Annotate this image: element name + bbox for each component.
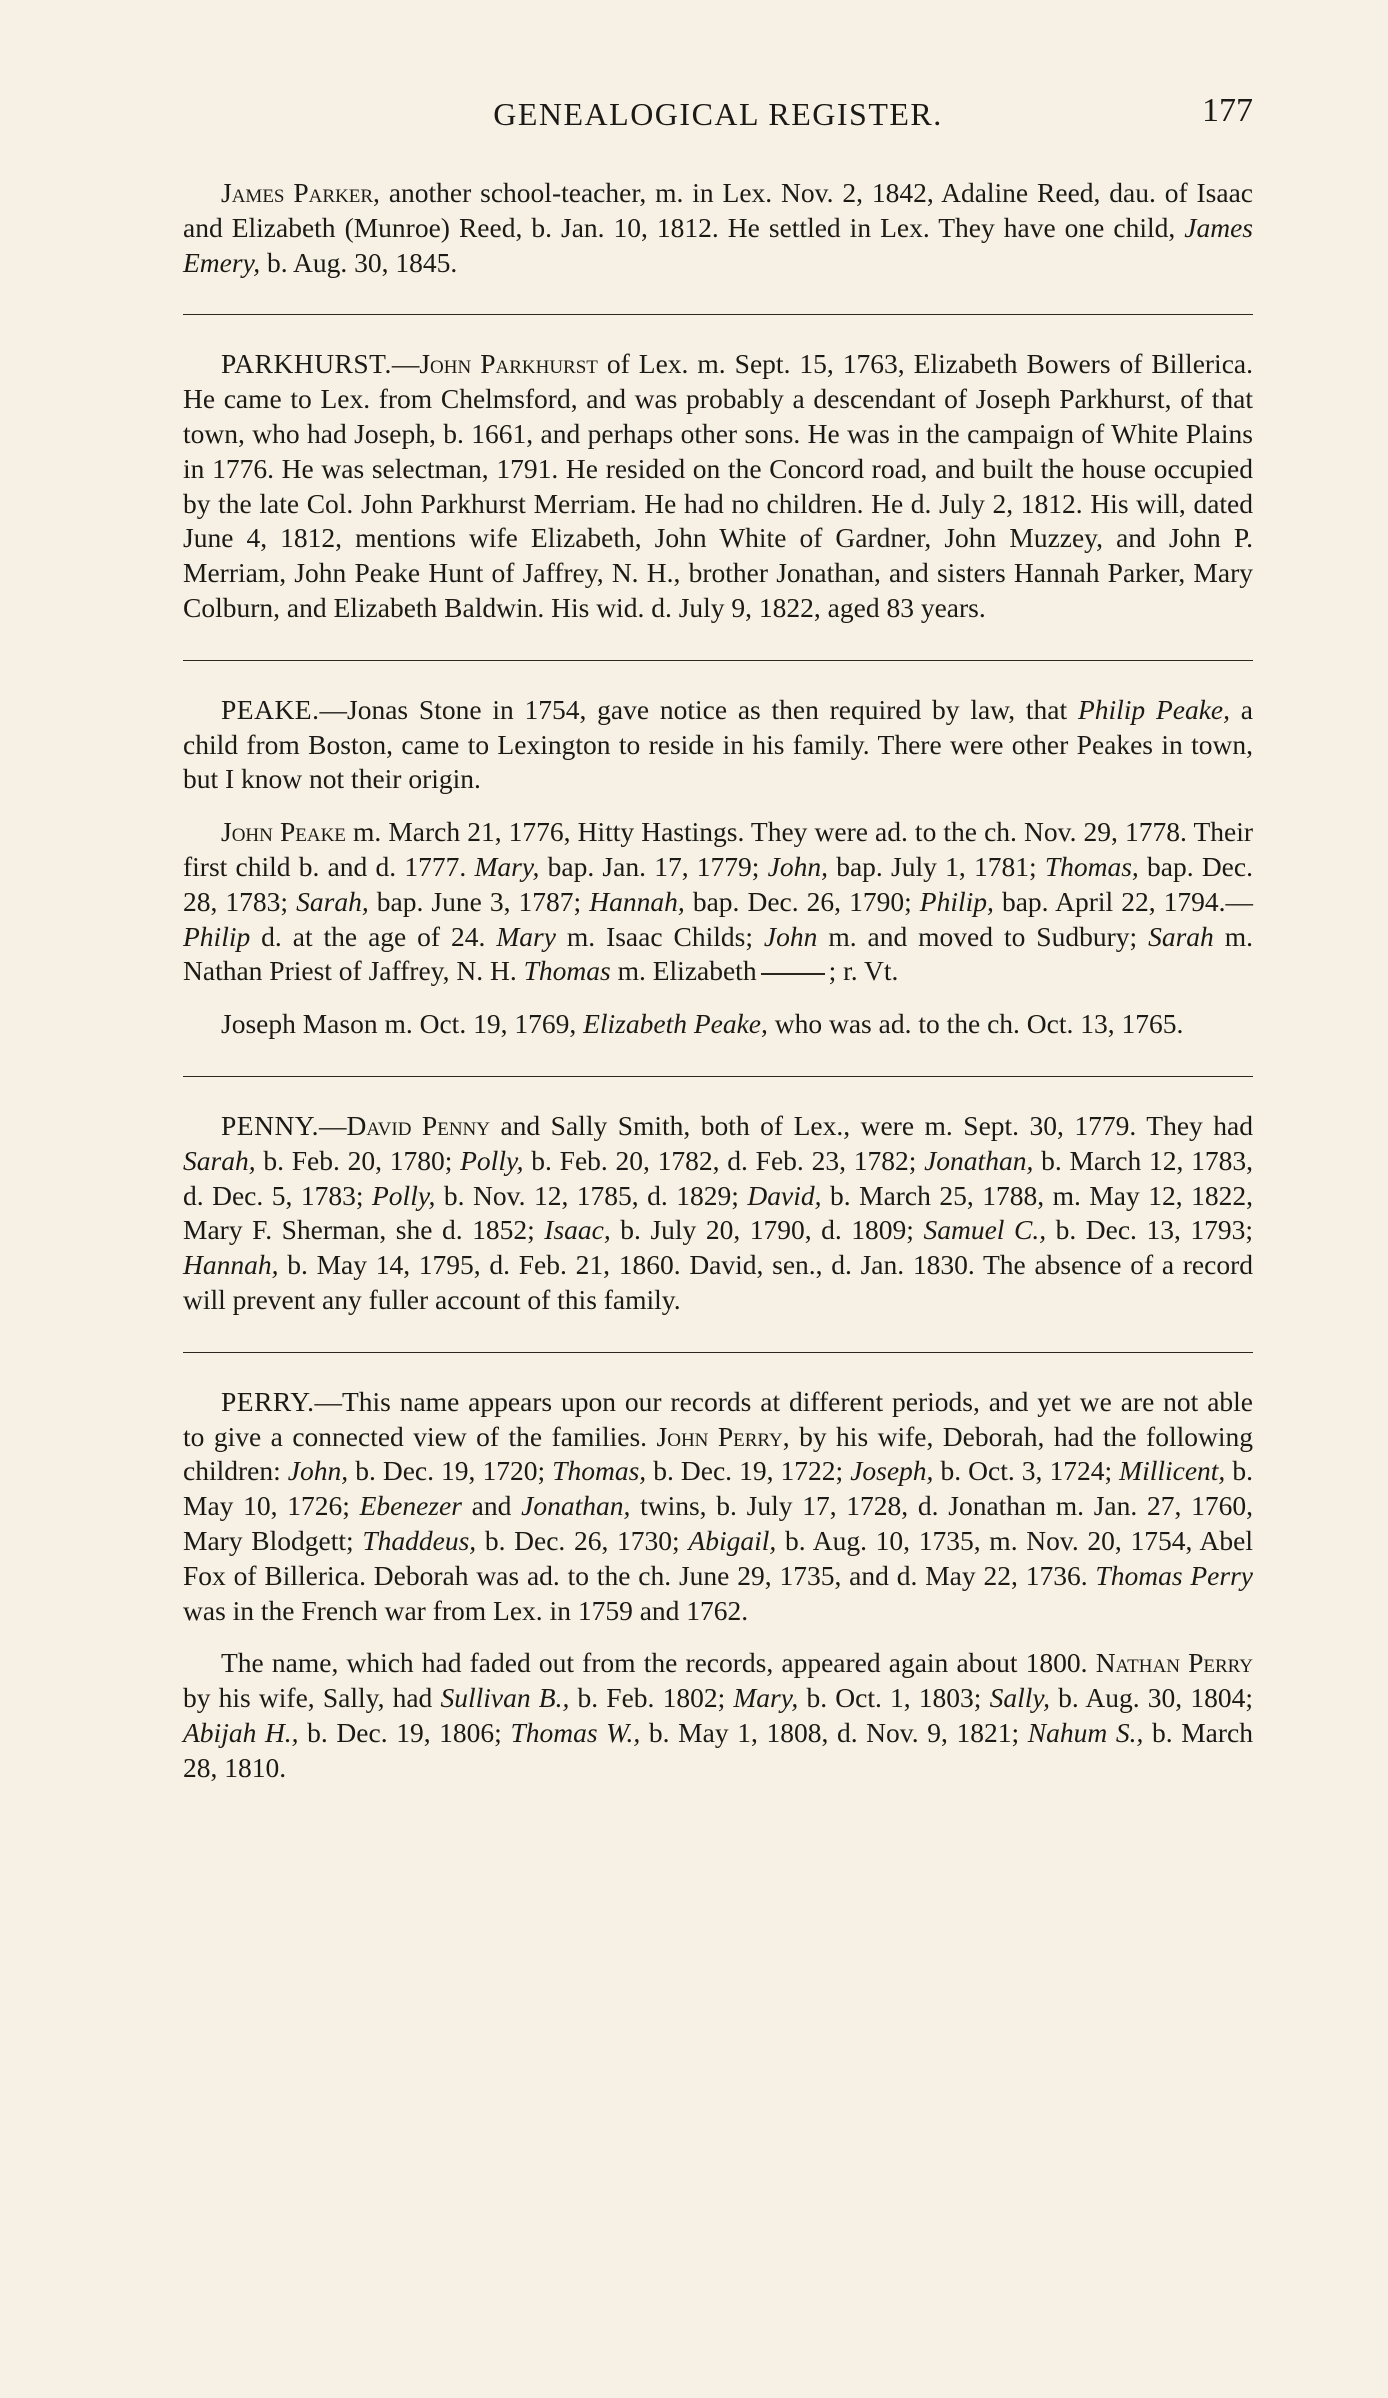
entry-text: b. July 20, 1790, d. 1809; (610, 1214, 924, 1246)
lead-name: John Perry, (656, 1420, 790, 1452)
blank-rule (761, 973, 825, 975)
lead-name: James Parker, (221, 177, 380, 208)
entry-text: m. Isaac Childs; (555, 920, 764, 952)
entry-text: —This name appears upon our records at different periods, and yet we are not able to give a connected view of the families. (183, 1385, 1253, 1452)
entry-text: bap. Dec. 26, 1790; (684, 885, 920, 917)
child-name: Polly, (372, 1179, 436, 1211)
entry-text: m. March 21, 1776, Hitty Hastings. They were ad. to the ch. Nov. 29, 1778. Their first child b. and d. 1777. (183, 816, 1253, 882)
child-name: Jonathan, (924, 1144, 1034, 1176)
entry-text: b. Dec. 26, 1730; (476, 1524, 689, 1556)
child-name: Mary, (474, 850, 540, 882)
entry-text: b. May 10, 1726; (183, 1455, 1253, 1522)
entry-peake-intro (183, 693, 1253, 797)
entry-john-peake (183, 815, 1253, 989)
entry-text: b. Feb. 20, 1780; (255, 1144, 461, 1176)
person-name: Thomas Perry (1095, 1559, 1253, 1591)
child-name: Sarah, (296, 885, 369, 917)
entry-text: ; r. Vt. (828, 955, 899, 987)
child-name: Hannah, (589, 885, 685, 917)
entry-text: Joseph Mason m. Oct. 19, 1769, (221, 1008, 584, 1040)
running-head: GENEALOGICAL REGISTER. (493, 96, 943, 132)
entry-text: m. Elizabeth (610, 955, 757, 987)
child-name: Jonathan, (521, 1490, 631, 1522)
child-name: Millicent, (1119, 1455, 1226, 1487)
entry-text: bap. April 22, 1794.— (993, 885, 1253, 917)
entry-text: twins, b. July 17, 1728, d. Jonathan m. Jan. 27, 1760, Mary Blodgett; (183, 1490, 1253, 1556)
child-name: Abigail, (688, 1524, 777, 1556)
child-name: Polly, (460, 1144, 524, 1176)
dash: — (391, 348, 420, 380)
entry-joseph-mason (183, 1007, 1253, 1042)
child-name: Sullivan B., (440, 1682, 570, 1714)
person-name: Elizabeth Peake, (583, 1008, 768, 1040)
lead-name: John Peake (221, 816, 346, 848)
entry-text: b. Dec. 19, 1722; (646, 1455, 851, 1487)
person-name: Philip Peake, (1077, 693, 1230, 725)
entry-text: m. and moved to Sudbury; (817, 920, 1149, 952)
entry-text: was in the French war from Lex. in 1759 and 1762. (183, 1594, 749, 1626)
child-name: Hannah, (183, 1249, 279, 1281)
entry-text: m. Nathan Priest of Jaffrey, N. H. (183, 920, 1253, 987)
entry-text: b. Feb. 1802; (569, 1682, 734, 1714)
child-name: Nahum S., (1027, 1716, 1144, 1748)
entry-text: and Sally Smith, both of Lex., were m. Sept. 30, 1779. They had (489, 1109, 1253, 1141)
entry-text: a child from Boston, came to Lexington to reside in his family. There were other Peakes in town, but I know not their origin. (183, 693, 1253, 795)
entry-james-parker (183, 176, 1253, 280)
child-name: Mary, (733, 1682, 799, 1714)
child-name: John, (287, 1455, 349, 1487)
child-name: Abijah H., (183, 1716, 299, 1748)
child-name: David, (747, 1179, 822, 1211)
entry-text: who was ad. to the ch. Oct. 13, 1765. (767, 1008, 1184, 1040)
entry-text: b. Dec. 19, 1720; (348, 1455, 553, 1487)
child-name: Samuel C., (923, 1214, 1047, 1246)
child-name: Thomas, (552, 1455, 647, 1487)
surname-heading: PARKHURST. (221, 348, 392, 380)
surname-heading: PENNY. (221, 1109, 320, 1141)
entry-text: bap. Jan. 17, 1779; (539, 850, 768, 882)
entry-text: b. Dec. 19, 1806; (298, 1716, 511, 1748)
entry-text: bap. June 3, 1787; (368, 885, 590, 917)
entry-text: b. Nov. 12, 1785, d. 1829; (435, 1179, 748, 1211)
entry-text: b. Dec. 13, 1793; (1046, 1214, 1254, 1246)
child-name: John, (767, 850, 828, 882)
entry-text: by his wife, Deborah, had the following children: (183, 1420, 1253, 1487)
entry-text: The name, which had faded out from the records, appeared again about 1800. (221, 1647, 1096, 1679)
entry-text: b. Aug. 30, 1845. (260, 246, 458, 278)
lead-name: John Parkhurst (419, 348, 598, 380)
child-name: Thaddeus, (362, 1524, 477, 1556)
entry-text: of Lex. m. Sept. 15, 1763, Elizabeth Bowers of Billerica. He came to Lex. from Chelmsford, and was probably a descendant of Joseph Parkhurst, of that town, who had Joseph, b. 1661, and perhaps other sons. He was in the campaign of White Plains in 1776. He was selectman, 1791. He resided on the Concord road, and built the house occupied by the late Col. John Parkhurst Merriam. He had no children. He d. July 2, 1812. His will, dated June 4, 1812, mentions wife Elizabeth, John White of Gardner, John Muzzey, and John P. Merriam, John Peake Hunt of Jaffrey, N. H., brother Jonathan, and sisters Hannah Parker, Mary Colburn, and Elizabeth Baldwin. His wid. d. July 9, 1822, aged 83 years. (183, 348, 1253, 623)
entry-nathan-perry (183, 1646, 1253, 1785)
section-divider (183, 1352, 1253, 1353)
child-name: Thomas (523, 955, 611, 987)
entry-text: b. March 12, 1783, d. Dec. 5, 1783; (183, 1144, 1253, 1211)
child-name: Sarah, (183, 1144, 256, 1176)
child-name: Thomas, (1044, 850, 1139, 882)
entry-text: b. Oct. 3, 1724; (933, 1455, 1120, 1487)
page-header (183, 92, 1253, 142)
section-divider (183, 314, 1253, 315)
page-body (183, 176, 1253, 1785)
child-name: Mary (496, 920, 556, 952)
surname-heading: PEAKE. (221, 693, 320, 725)
child-name: Philip (183, 920, 251, 952)
entry-text: b. Feb. 20, 1782, d. Feb. 23, 1782; (523, 1144, 925, 1176)
dash: — (319, 1109, 347, 1141)
entry-text: bap. Dec. 28, 1783; (183, 850, 1253, 917)
entry-text: b. March 25, 1788, m. May 12, 1822, Mary F. Sherman, she d. 1852; (183, 1179, 1253, 1246)
page-number: 177 (1202, 92, 1253, 129)
child-name: Thomas W., (510, 1716, 641, 1748)
section-divider (183, 1076, 1253, 1077)
entry-text: d. at the age of 24. (250, 920, 497, 952)
child-name: Isaac, (544, 1214, 611, 1246)
child-name: Sally, (989, 1682, 1050, 1714)
child-name: Sarah (1148, 920, 1214, 952)
entry-text: another school-teacher, m. in Lex. Nov. 2, 1842, Adaline Reed, dau. of Isaac and Elizabeth (Munroe) Reed, b. Jan. 10, 1812. He settled in Lex. They have one child, (183, 177, 1253, 243)
child-name: John (763, 920, 818, 952)
entry-text: b. Oct. 1, 1803; (798, 1682, 990, 1714)
child-name: Joseph, (850, 1455, 934, 1487)
entry-text: b. May 1, 1808, d. Nov. 9, 1821; (640, 1716, 1028, 1748)
entry-perry (183, 1385, 1253, 1629)
entry-text: by his wife, Sally, had (183, 1682, 441, 1714)
entry-text: b. March 28, 1810. (183, 1716, 1253, 1783)
lead-name: Nathan Perry (1095, 1647, 1253, 1679)
entry-text: b. Aug. 30, 1804; (1049, 1682, 1253, 1714)
entry-penny (183, 1109, 1253, 1318)
child-name: Philip, (919, 885, 994, 917)
child-name: James Emery, (183, 211, 1253, 278)
entry-text: b. May 14, 1795, d. Feb. 21, 1860. David, sen., d. Jan. 1830. The absence of a record will prevent any fuller account of this family. (183, 1249, 1253, 1315)
surname-heading: PERRY. (221, 1385, 315, 1417)
entry-text: b. Aug. 10, 1735, m. Nov. 20, 1754, Abel Fox of Billerica. Deborah was ad. to the ch. June 29, 1735, and d. May 22, 1736. (183, 1524, 1253, 1591)
entry-parkhurst (183, 347, 1253, 625)
child-name: Ebenezer (359, 1490, 462, 1522)
section-divider (183, 660, 1253, 661)
entry-text: and (461, 1490, 522, 1522)
lead-name: David Penny (346, 1109, 490, 1141)
entry-text: —Jonas Stone in 1754, gave notice as then required by law, that (319, 693, 1078, 725)
entry-text: bap. July 1, 1781; (828, 850, 1045, 882)
